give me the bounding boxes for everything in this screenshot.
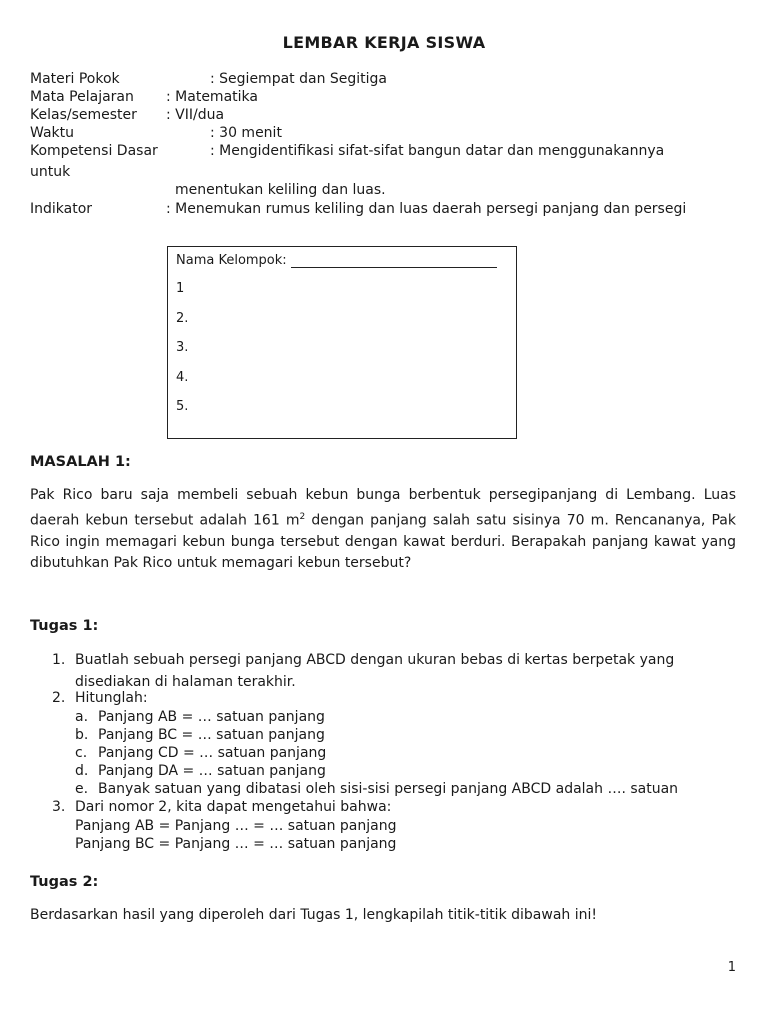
masalah-heading: MASALAH 1: xyxy=(30,454,131,470)
indikator-value: : Menemukan rumus keliling dan luas daerah persegi panjang dan persegi xyxy=(166,201,687,217)
group-name-row xyxy=(176,253,497,268)
member-4: 4. xyxy=(176,370,189,385)
tugas1-heading: Tugas 1: xyxy=(30,618,99,634)
kd-cont-text: menentukan keliling dan luas. xyxy=(175,182,386,198)
tugas1-item2-text: Hitunglah: xyxy=(75,690,148,706)
waktu-label: Waktu xyxy=(30,125,74,141)
sub-e-letter: e. xyxy=(75,781,89,797)
group-name-blank[interactable] xyxy=(291,254,497,268)
sub-e-text: Banyak satuan yang dibatasi oleh sisi-sisi persegi panjang ABCD adalah …. satuan xyxy=(98,781,679,797)
member-1: 1 xyxy=(176,281,185,296)
tugas2-text: Berdasarkan hasil yang diperoleh dari Tugas 1, lengkapilah titik-titik dibawah ini! xyxy=(30,907,597,923)
masalah-superscript: 2 xyxy=(299,511,306,522)
mapel-label: Mata Pelajaran xyxy=(30,89,134,105)
mapel-value: : Matematika xyxy=(166,89,258,105)
group-box xyxy=(167,246,517,439)
masalah-paragraph xyxy=(30,485,736,575)
waktu-value: : 30 menit xyxy=(210,125,282,141)
tugas2-heading: Tugas 2: xyxy=(30,874,99,890)
tugas1-item1-line2: disediakan di halaman terakhir. xyxy=(75,674,296,690)
materi-label: Materi Pokok xyxy=(30,71,120,87)
tugas1-item3-line2: Panjang AB = Panjang … = … satuan panjang xyxy=(75,818,397,834)
tugas1-item1-num: 1. xyxy=(52,652,66,668)
group-name-label: Nama Kelompok: xyxy=(176,253,287,268)
indikator-label: Indikator xyxy=(30,201,93,217)
kd-wrap-text: untuk xyxy=(30,164,71,180)
masalah-text-2: dengan panjang salah satu sisinya 70 m. Rencananya, Pak Rico ingin memagari kebun bunga tersebut dengan kawat berduri. Berapakah panjang kawat yang dibutuhkan Pak Rico untuk memagari kebun tersebut? xyxy=(30,512,736,572)
sub-a-letter: a. xyxy=(75,709,89,725)
sub-b-letter: b. xyxy=(75,727,89,743)
member-5: 5. xyxy=(176,399,189,414)
sub-c-text: Panjang CD = … satuan panjang xyxy=(98,745,327,761)
member-2: 2. xyxy=(176,311,189,326)
page-number: 1 xyxy=(727,960,736,975)
masalah-text-1: Pak Rico baru saja membeli sebuah kebun bunga berbentuk persegipanjang di Lembang. Luas daerah kebun tersebut adalah 161 m xyxy=(30,487,736,529)
member-3: 3. xyxy=(176,340,189,355)
sub-b-text: Panjang BC = … satuan panjang xyxy=(98,727,325,743)
kelas-label: Kelas/semester xyxy=(30,107,137,123)
tugas1-item3-line3: Panjang BC = Panjang … = … satuan panjang xyxy=(75,836,397,852)
tugas1-item2-num: 2. xyxy=(52,690,66,706)
materi-value: : Segiempat dan Segitiga xyxy=(210,71,388,87)
kelas-value: : VII/dua xyxy=(166,107,225,123)
kd-label: Kompetensi Dasar xyxy=(30,143,158,159)
sub-a-text: Panjang AB = … satuan panjang xyxy=(98,709,325,725)
sub-d-letter: d. xyxy=(75,763,89,779)
sub-d-text: Panjang DA = … satuan panjang xyxy=(98,763,326,779)
tugas1-item3-text: Dari nomor 2, kita dapat mengetahui bahwa: xyxy=(75,799,392,815)
sub-c-letter: c. xyxy=(75,745,88,761)
kd-value: : Mengidentifikasi sifat-sifat bangun datar dan menggunakannya xyxy=(210,143,665,159)
tugas1-item3-num: 3. xyxy=(52,799,66,815)
tugas1-item1-line1: Buatlah sebuah persegi panjang ABCD dengan ukuran bebas di kertas berpetak yang xyxy=(75,652,675,668)
page-title: LEMBAR KERJA SISWA xyxy=(282,33,486,52)
